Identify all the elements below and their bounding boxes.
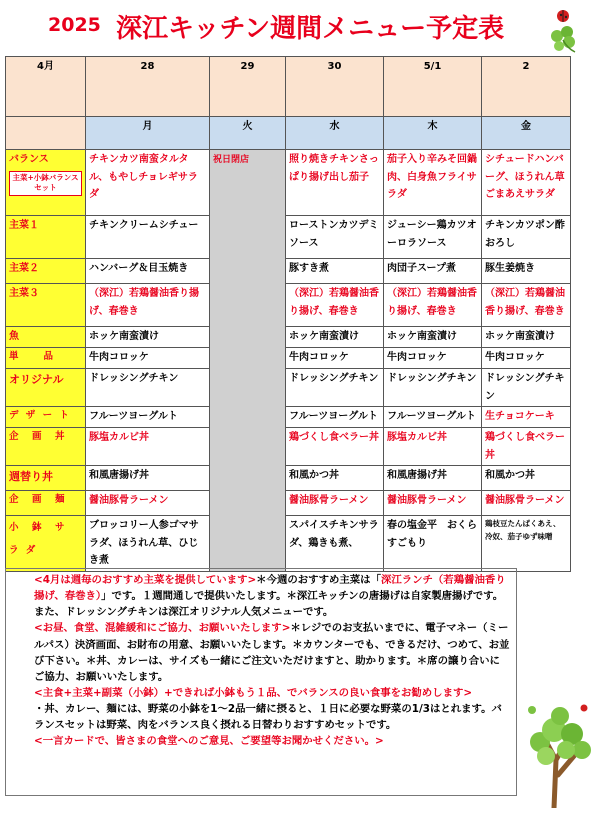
- category-cell: 主菜２: [6, 259, 86, 284]
- menu-row-main3: [6, 284, 571, 327]
- menu-cell: 醤油豚骨ラーメン: [86, 491, 210, 516]
- menu-cell: ジューシー鶏カツオーロラソース: [384, 216, 482, 259]
- menu-cell: フルーツヨーグルト: [286, 407, 384, 428]
- menu-cell: ホッケ南蛮漬け: [86, 327, 210, 348]
- weekly-menu-table: [5, 56, 571, 572]
- weekday-cell: 木: [384, 117, 482, 150]
- category-cell: 企 画 麺: [6, 491, 86, 516]
- menu-cell: 豚すき煮: [286, 259, 384, 284]
- menu-row-dessert: [6, 407, 571, 428]
- balance-set-note: 主菜+小鉢バランスセット: [9, 171, 82, 196]
- menu-cell: 鶏枝豆たんぱくあえ、冷奴、茄子ゆず味噌: [482, 516, 571, 572]
- menu-row-weekly-bowl: [6, 466, 571, 491]
- menu-cell: 豚塩カルビ丼: [86, 428, 210, 466]
- year-label: 2025: [48, 14, 101, 36]
- notice-text: 」です。１週間通しで提供いたします。＊深江キッチンの唐揚げは自家製唐揚げです。また、ドレッシングチキンは深江オリジナル人気メニューです。: [34, 590, 504, 619]
- notice-paragraph-2: [12, 620, 510, 685]
- weekday-corner-cell: [6, 117, 86, 150]
- category-label: バランス: [9, 154, 49, 165]
- category-cell: 企 画 丼: [6, 428, 86, 466]
- menu-cell: チキンクリームシチュー: [86, 216, 210, 259]
- menu-cell: 春の塩金平 おくらすごもり: [384, 516, 482, 572]
- menu-cell: ドレッシングチキン: [286, 369, 384, 407]
- closed-notice: 祝日閉店: [213, 155, 250, 165]
- menu-cell: チキンカツポン酢おろし: [482, 216, 571, 259]
- menu-cell: 牛肉コロッケ: [384, 348, 482, 369]
- notice-paragraph-1: [12, 572, 510, 620]
- notice-paragraph-3: [12, 685, 510, 733]
- category-cell: [6, 150, 86, 216]
- menu-cell: 和風かつ丼: [482, 466, 571, 491]
- menu-cell: 生チョコケーキ: [482, 407, 571, 428]
- closed-day-cell: [210, 150, 286, 572]
- category-cell: オリジナル: [6, 369, 86, 407]
- month-cell: 4月: [6, 57, 86, 117]
- menu-row-original: [6, 369, 571, 407]
- menu-row-single: [6, 348, 571, 369]
- category-cell: 単 品: [6, 348, 86, 369]
- clover-ladybug-icon: [545, 8, 585, 53]
- menu-cell: 鶏づくし食べラー丼: [286, 428, 384, 466]
- notice-heading: <お昼、食堂、混雑緩和にご協力、お願いいたします>: [34, 622, 291, 635]
- page-title: 深江キッチン週間メニュー予定表: [116, 14, 505, 44]
- category-cell: 魚: [6, 327, 86, 348]
- menu-cell: 和風唐揚げ丼: [384, 466, 482, 491]
- category-cell: 主菜３: [6, 284, 86, 327]
- notice-text: ＊レジでのお支払いまでに、電子マネー（ミールパス）決済画面、お財布の用意、お願いいたします。＊カウンターでも、できるだけ、つめて、お並び下さい。＊丼、カレーは、サイズも一緒にご注文いただけますと、助かります。＊席の譲り合いにご協力、お願いいたします。: [34, 622, 510, 683]
- date-cell: 5/1: [384, 57, 482, 117]
- menu-cell: ホッケ南蛮漬け: [384, 327, 482, 348]
- menu-cell: チキンカツ南蛮タルタル、もやしチョレギサラダ: [86, 150, 210, 216]
- menu-cell: （深江）若鶏醤油香り揚げ、春巻き: [86, 284, 210, 327]
- menu-cell: 醤油豚骨ラーメン: [384, 491, 482, 516]
- menu-cell: ドレッシングチキン: [86, 369, 210, 407]
- category-cell: 週替り丼: [6, 466, 86, 491]
- title-row: [0, 0, 600, 55]
- menu-cell: ブロッコリー人参ゴマサラダ、ほうれん草、ひじき煮: [86, 516, 210, 572]
- menu-cell: 照り焼きチキンさっぱり揚げ出し茄子: [286, 150, 384, 216]
- menu-cell: （深江）若鶏醤油香り揚げ、春巻き: [286, 284, 384, 327]
- date-cell: 30: [286, 57, 384, 117]
- date-header-row: [6, 57, 571, 117]
- menu-row-main2: [6, 259, 571, 284]
- date-cell: 2: [482, 57, 571, 117]
- menu-cell: （深江）若鶏醤油香り揚げ、春巻き: [482, 284, 571, 327]
- weekday-cell: 金: [482, 117, 571, 150]
- menu-cell: フルーツヨーグルト: [86, 407, 210, 428]
- notice-paragraph-4: [12, 733, 510, 749]
- menu-row-main1: [6, 216, 571, 259]
- menu-cell: ハンバーグ＆目玉焼き: [86, 259, 210, 284]
- menu-cell: 豚塩カルビ丼: [384, 428, 482, 466]
- menu-cell: 牛肉コロッケ: [86, 348, 210, 369]
- tree-icon: [518, 690, 598, 808]
- notice-highlight: 深江ランチ（若鶏醤油香り揚げ、春巻き）: [34, 574, 506, 603]
- weekday-cell: 水: [286, 117, 384, 150]
- category-cell: 小 鉢 サ ラ ダ: [6, 516, 86, 572]
- date-cell: 28: [86, 57, 210, 117]
- notice-heading: <4月は週毎のおすすめ主菜を提供しています>: [34, 574, 257, 586]
- menu-cell: 醤油豚骨ラーメン: [482, 491, 571, 516]
- menu-cell: 茄子入り辛みそ回鍋肉、白身魚フライサラダ: [384, 150, 482, 216]
- menu-cell: （深江）若鶏醤油香り揚げ、春巻き: [384, 284, 482, 327]
- weekday-cell: 月: [86, 117, 210, 150]
- menu-cell: スパイスチキンサラダ、鶏きも煮、: [286, 516, 384, 572]
- menu-row-side-salad: [6, 516, 571, 572]
- notice-text: ・丼、カレー、麺には、野菜の小鉢を1～2品一緒に摂ると、１日に必要な野菜の1/3はとれます。バランスセットは野菜、肉をバランス良く摂れる日替わりおすすめセットです。: [34, 703, 502, 732]
- menu-cell: 牛肉コロッケ: [482, 348, 571, 369]
- notice-box: [5, 568, 517, 796]
- category-cell: デ ザ ー ト: [6, 407, 86, 428]
- menu-row-balance: [6, 150, 571, 216]
- category-cell: 主菜１: [6, 216, 86, 259]
- menu-cell: 肉団子スープ煮: [384, 259, 482, 284]
- menu-cell: 豚生姜焼き: [482, 259, 571, 284]
- notice-heading: <一言カードで、皆さまの食堂へのご意見、ご要望等お聞かせください。>: [34, 735, 384, 748]
- menu-cell: 牛肉コロッケ: [286, 348, 384, 369]
- menu-cell: 和風唐揚げ丼: [86, 466, 210, 491]
- menu-cell: シチュードハンバーグ、ほうれん草ごまあえサラダ: [482, 150, 571, 216]
- notice-heading: <主食+主菜+副菜（小鉢）+できれば小鉢もう１品、でバランスの良い食事をお勧めします>: [34, 686, 473, 699]
- menu-row-special-bowl: [6, 428, 571, 466]
- menu-row-fish: [6, 327, 571, 348]
- menu-cell: ホッケ南蛮漬け: [286, 327, 384, 348]
- menu-cell: フルーツヨーグルト: [384, 407, 482, 428]
- menu-cell: ドレッシングチキン: [384, 369, 482, 407]
- menu-row-special-noodle: [6, 491, 571, 516]
- weekday-cell: 火: [210, 117, 286, 150]
- weekday-header-row: [6, 117, 571, 150]
- menu-cell: ローストンカツデミソース: [286, 216, 384, 259]
- date-cell: 29: [210, 57, 286, 117]
- menu-cell: 鶏づくし食べラー丼: [482, 428, 571, 466]
- menu-cell: ドレッシングチキン: [482, 369, 571, 407]
- menu-cell: ホッケ南蛮漬け: [482, 327, 571, 348]
- menu-cell: 醤油豚骨ラーメン: [286, 491, 384, 516]
- menu-cell: 和風かつ丼: [286, 466, 384, 491]
- notice-text: ＊今週のおすすめ主菜は「: [256, 574, 381, 586]
